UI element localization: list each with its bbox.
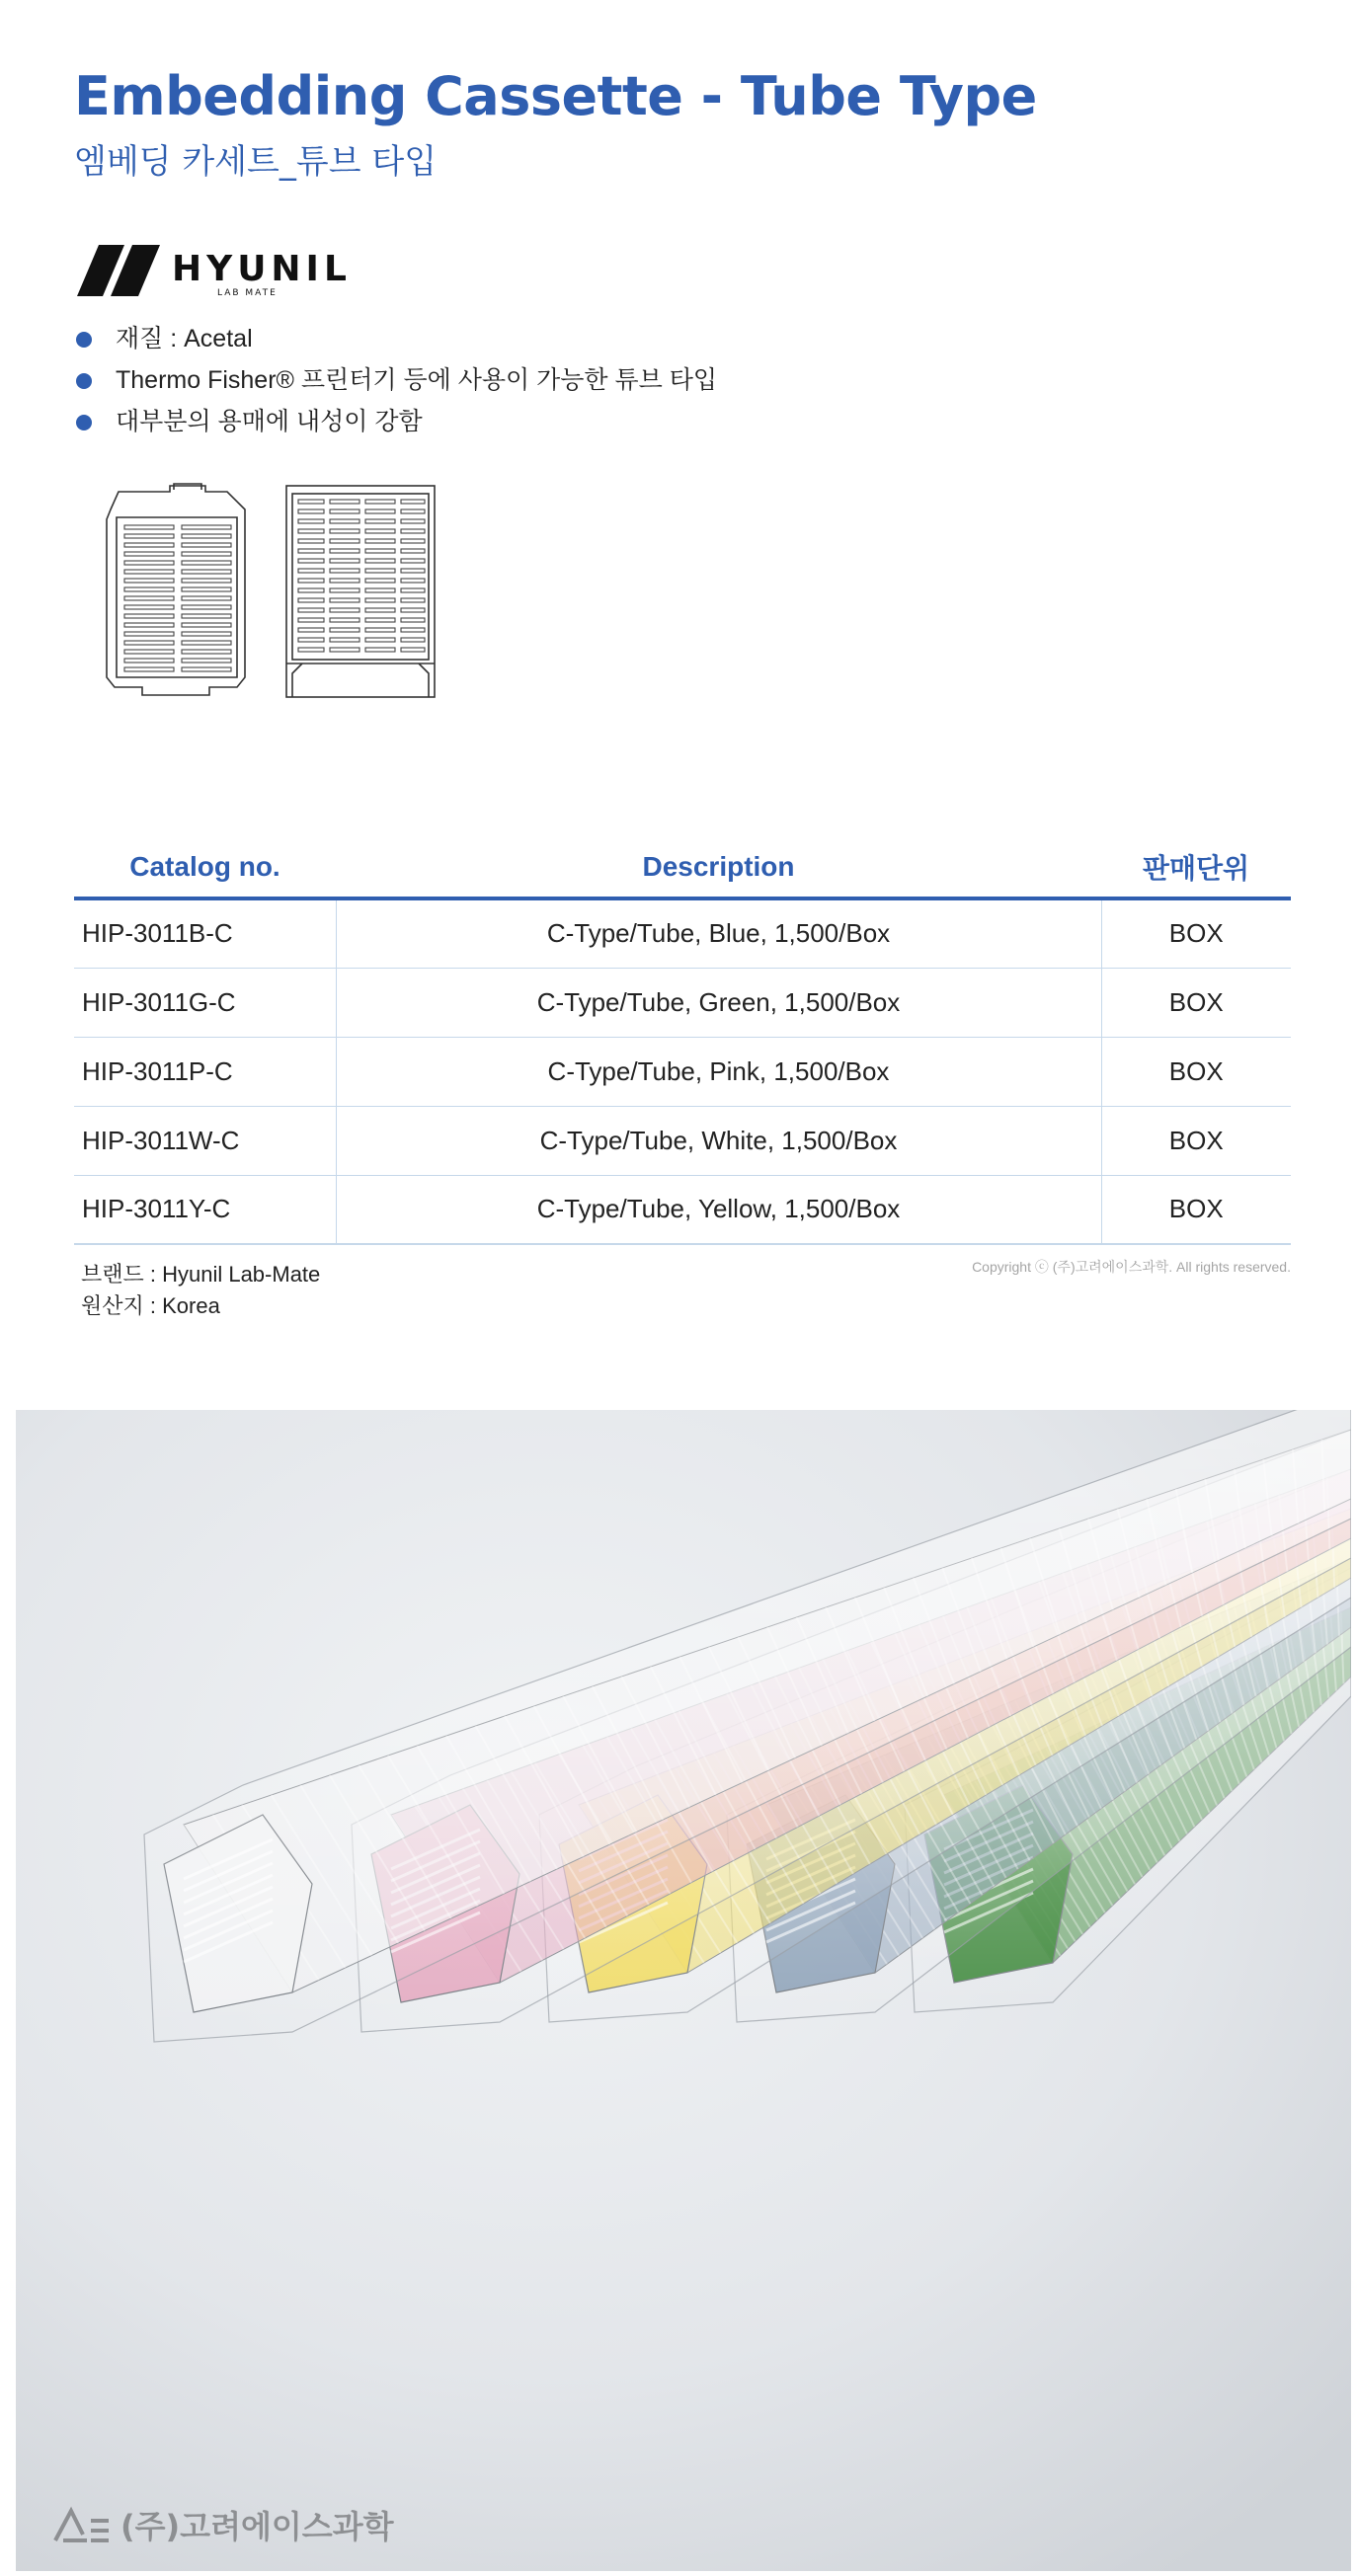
description-cell: C-Type/Tube, White, 1,500/Box	[336, 1106, 1101, 1175]
catalog-cell: HIP-3011G-C	[74, 968, 336, 1037]
header-catalog: Catalog no.	[74, 837, 336, 898]
page-title: Embedding Cassette - Tube Type	[74, 65, 1037, 127]
origin-line: 원산지 : Korea	[81, 1293, 220, 1318]
logo-tagline: LAB MATE	[217, 288, 278, 298]
unit-cell: BOX	[1101, 898, 1291, 968]
copyright-text: Copyright ⓒ (주)고려에이스과학. All rights reserved.	[972, 1259, 1291, 1275]
feature-item	[74, 401, 717, 442]
description-cell: C-Type/Tube, Yellow, 1,500/Box	[336, 1175, 1101, 1244]
table-row	[74, 898, 1291, 968]
bullet-icon	[76, 332, 92, 348]
hyunil-logo	[77, 245, 352, 300]
header-unit: 판매단위	[1101, 837, 1291, 898]
bullet-icon	[76, 415, 92, 430]
unit-cell: BOX	[1101, 1175, 1291, 1244]
table-row	[74, 1106, 1291, 1175]
product-photo	[16, 1410, 1351, 2571]
cassette-front-slots	[124, 525, 231, 671]
logo-wordmark: HYUNIL	[172, 249, 352, 289]
cassette-side-view	[286, 486, 435, 697]
cassette-front-view	[107, 484, 245, 695]
table-row	[74, 1175, 1291, 1244]
brand-info	[81, 1259, 320, 1322]
bullet-icon	[76, 373, 92, 389]
feature-list	[74, 318, 717, 442]
description-cell: C-Type/Tube, Blue, 1,500/Box	[336, 898, 1101, 968]
feature-text: Thermo Fisher® 프린터기 등에 사용이 가능한 튜브 타입	[116, 366, 718, 394]
description-cell: C-Type/Tube, Green, 1,500/Box	[336, 968, 1101, 1037]
tube-cassettes-illustration	[16, 1410, 1351, 2571]
cassette-drawings	[99, 480, 444, 707]
feature-text: 재질 : Acetal	[116, 325, 253, 352]
feature-text: 대부분의 용매에 내성이 강함	[116, 408, 423, 435]
feature-item	[74, 318, 717, 359]
cassette-line-drawing	[99, 480, 444, 707]
catalog-cell: HIP-3011B-C	[74, 898, 336, 968]
catalog-cell: HIP-3011P-C	[74, 1037, 336, 1106]
table-row	[74, 968, 1291, 1037]
unit-cell: BOX	[1101, 968, 1291, 1037]
table-header-row	[74, 837, 1291, 898]
catalog-cell: HIP-3011W-C	[74, 1106, 336, 1175]
product-table	[74, 837, 1291, 1245]
company-name: (주)고려에이스과학	[120, 2508, 394, 2545]
cassette-side-slots	[298, 500, 425, 652]
brand-line: 브랜드 : Hyunil Lab-Mate	[81, 1262, 321, 1287]
hyunil-slash-logo-icon	[77, 245, 166, 296]
unit-cell: BOX	[1101, 1106, 1291, 1175]
catalog-cell: HIP-3011Y-C	[74, 1175, 336, 1244]
koreaace-logo-icon	[53, 2505, 111, 2544]
unit-cell: BOX	[1101, 1037, 1291, 1106]
header-description: Description	[336, 837, 1101, 898]
feature-item	[74, 359, 717, 401]
page-subtitle: 엠베딩 카세트_튜브 타입	[74, 142, 438, 182]
description-cell: C-Type/Tube, Pink, 1,500/Box	[336, 1037, 1101, 1106]
company-logo	[53, 2503, 394, 2546]
table-row	[74, 1037, 1291, 1106]
